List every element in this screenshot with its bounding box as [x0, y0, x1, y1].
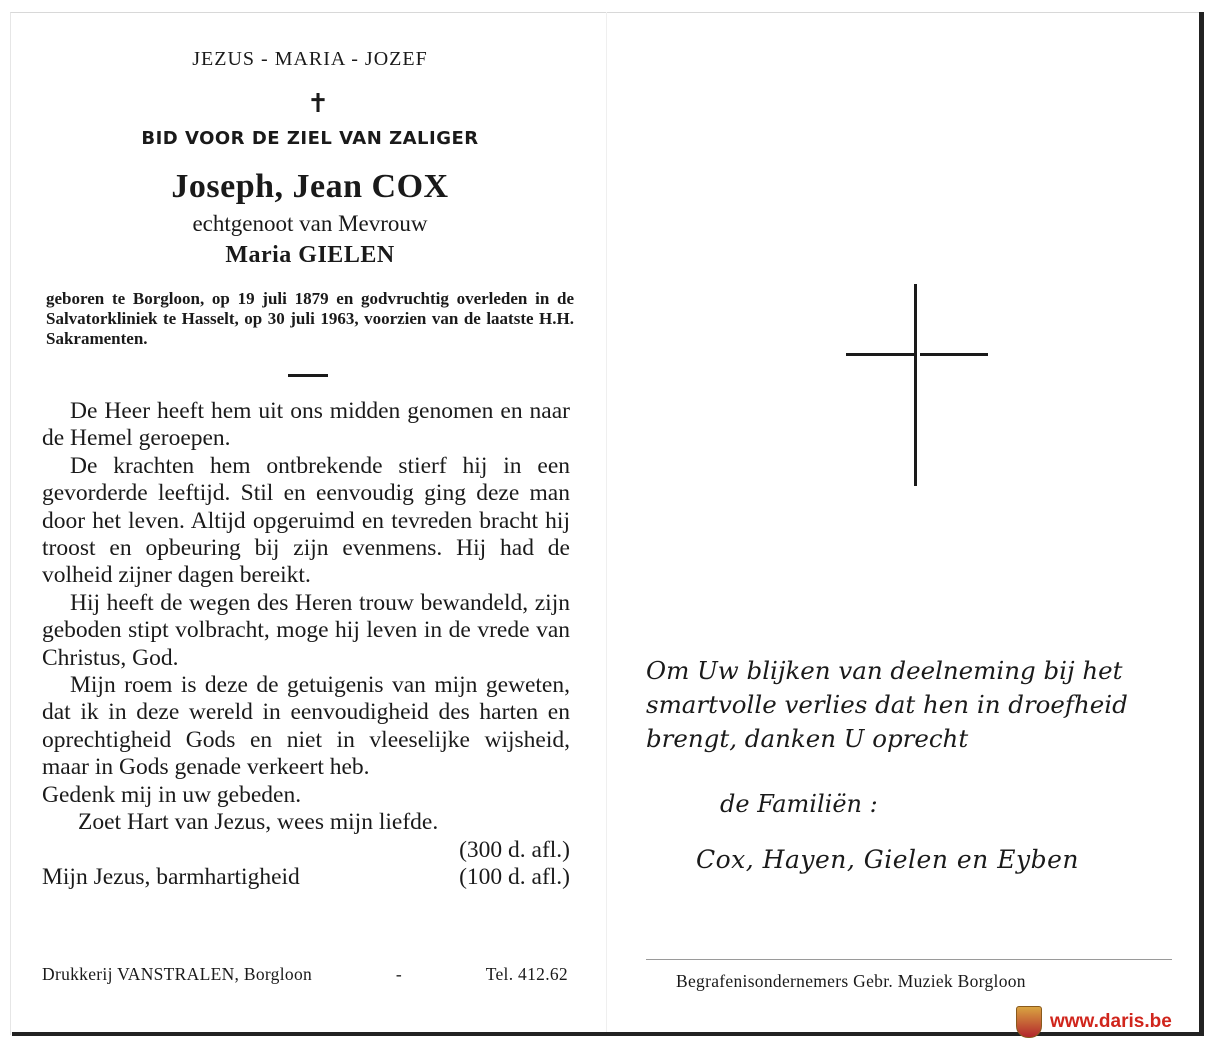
indulgence-row-1	[42, 837, 570, 864]
families-names: Cox, Hayen, Gielen en Eyben	[696, 845, 1080, 874]
small-cross-icon: ✝	[307, 89, 329, 118]
spouse-intro: echtgenoot van Mevrouw	[192, 211, 428, 236]
indulgence-1: (300 d. afl.)	[459, 836, 570, 863]
memorial-text	[42, 398, 570, 891]
paragraph: Hij heeft de wegen des Heren trouw bewandeld, zijn geboden stipt volbracht, moge hij leven in de vrede van Christus, God.	[42, 589, 570, 671]
prayer-heading: BID VOOR DE ZIEL VAN ZALIGER	[141, 128, 479, 149]
spouse-name: Maria GIELEN	[225, 242, 395, 268]
divider	[288, 374, 328, 377]
thanks-text: Om Uw blijken van deelneming bij het smartvolle verlies dat hen in droefheid brengt, danken U oprecht	[646, 656, 1128, 753]
watermark	[1016, 1006, 1172, 1038]
ejaculation-2: Mijn Jezus, barmhartigheid	[42, 863, 300, 890]
card-shadow-right	[1199, 12, 1204, 1036]
undertaker: Begrafenisondernemers Gebr. Muziek Borgloon	[676, 971, 1026, 991]
paragraph: De Heer heeft hem uit ons midden genomen en naar de Hemel geroepen.	[42, 398, 570, 452]
printer-tel: Tel. 412.62	[485, 964, 568, 984]
card-fold-line	[606, 12, 607, 1032]
closing-line: Gedenk mij in uw gebeden.	[42, 781, 302, 808]
invocation: JEZUS - MARIA - JOZEF	[192, 48, 428, 70]
footer-divider	[646, 959, 1172, 960]
biography: geboren te Borgloon, op 19 juli 1879 en godvruchtig overleden in de Salvatorkliniek te Hasselt, op 30 juli 1963, voorzien van de laatste H.H. Sakramenten.	[46, 289, 574, 348]
indulgence-2: (100 d. afl.)	[459, 863, 570, 890]
paragraph: De krachten hem ontbrekende stierf hij in een gevorderde leeftijd. Stil en eenvoudig ging deze man door het leven. Altijd opgeruimd en tevreden bracht hij troost en opbeuring bij zijn evenmens. Hij had de volheid zijner dagen bereikt.	[42, 452, 570, 589]
crest-icon	[1016, 1006, 1042, 1038]
printer-line	[42, 964, 568, 985]
watermark-text: www.daris.be	[1050, 1011, 1172, 1032]
deceased-name: Joseph, Jean COX	[171, 168, 449, 205]
large-cross-icon	[846, 284, 988, 486]
families-label: de Familiën :	[720, 790, 878, 818]
paragraph: Mijn roem is deze de getuigenis van mijn geweten, dat ik in deze wereld in eenvoudigheid des harten en oprechtigheid Gods en niet in vleeselijke wijsheid, maar in Gods genade verkeert heb.	[42, 672, 570, 781]
printer-dash: -	[395, 964, 402, 984]
indulgence-row-2	[42, 864, 570, 891]
ejaculation-1: Zoet Hart van Jezus, wees mijn liefde.	[78, 809, 439, 836]
printer-name: Drukkerij VANSTRALEN, Borgloon	[42, 964, 313, 984]
